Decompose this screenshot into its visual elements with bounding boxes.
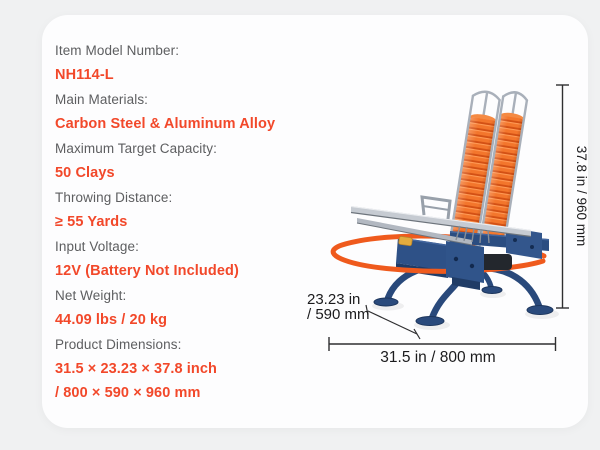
spec-label-capacity: Maximum Target Capacity: xyxy=(55,140,217,156)
spec-value-materials: Carbon Steel & Aluminum Alloy xyxy=(55,115,276,132)
spec-value-distance: ≥ 55 Yards xyxy=(55,213,128,230)
spec-value-voltage: 12V (Battery Not Included) xyxy=(55,262,239,279)
spec-label-weight: Net Weight: xyxy=(55,287,127,303)
spec-label-distance: Throwing Distance: xyxy=(55,189,173,205)
depth-dimension-label-line2: / 590 mm xyxy=(307,306,370,323)
spec-label-voltage: Input Voltage: xyxy=(55,238,139,254)
spec-value-capacity: 50 Clays xyxy=(55,164,115,181)
height-dimension-line xyxy=(556,85,569,308)
machine-body xyxy=(446,227,549,290)
spec-value-dimensions-2: / 800 × 590 × 960 mm xyxy=(55,385,201,402)
depth-dimension-label-line1: 23.23 in xyxy=(307,291,361,308)
hose-connector xyxy=(399,236,413,246)
height-dimension-label: 37.8 in / 960 mm xyxy=(574,145,589,247)
spec-label-model: Item Model Number: xyxy=(55,42,180,58)
spec-value-model: NH114-L xyxy=(55,66,114,83)
width-dimension-label: 31.5 in / 800 mm xyxy=(380,349,496,366)
machine-illustration xyxy=(333,86,559,330)
spec-value-dimensions-1: 31.5 × 23.23 × 37.8 inch xyxy=(55,360,218,377)
spec-label-dimensions: Product Dimensions: xyxy=(55,336,182,352)
spec-label-materials: Main Materials: xyxy=(55,91,149,107)
spec-value-weight: 44.09 lbs / 20 kg xyxy=(55,311,168,328)
